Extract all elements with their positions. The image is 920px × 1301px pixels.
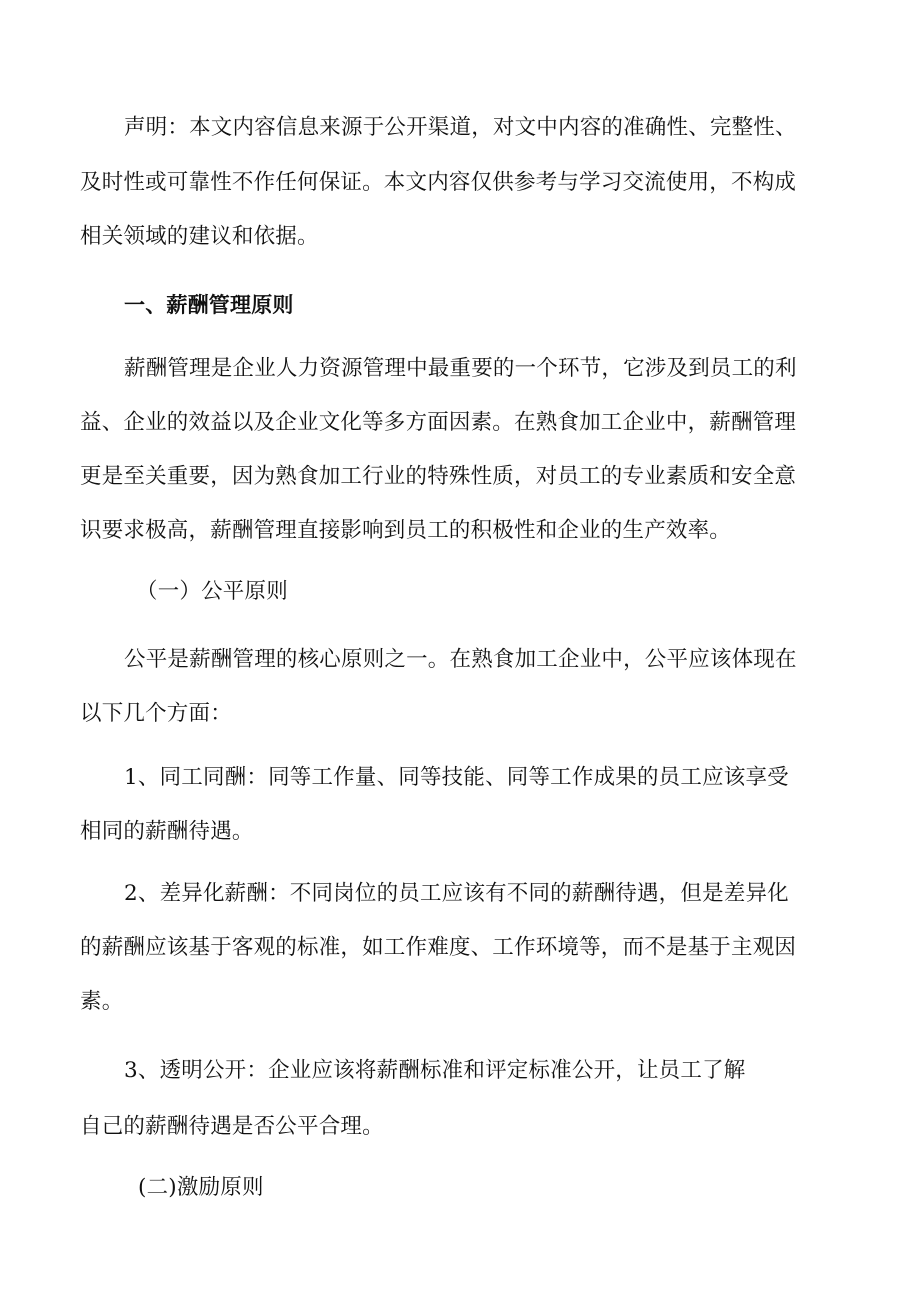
list-item-line: 2、差异化薪酬：不同岗位的员工应该有不同的薪酬待遇，但是差异化 xyxy=(124,881,789,906)
paragraph-line: 益、企业的效益以及企业文化等多方面因素。在熟食加工企业中，薪酬管理 xyxy=(80,410,797,435)
list-item-line: 1、同工同酬：同等工作量、同等技能、同等工作成果的员工应该享受 xyxy=(124,765,789,790)
list-item-line: 的薪酬应该基于客观的标准，如工作难度、工作环境等，而不是基于主观因 xyxy=(80,935,797,960)
paragraph-line: 识要求极高，薪酬管理直接影响到员工的积极性和企业的生产效率。 xyxy=(80,518,732,543)
disclaimer-line-1: 声明：本文内容信息来源于公开渠道，对文中内容的准确性、完整性、 xyxy=(124,115,797,140)
paragraph-line: 公平是薪酬管理的核心原则之一。在熟食加工企业中，公平应该体现在 xyxy=(124,647,797,672)
list-item-line: 自己的薪酬待遇是否公平合理。 xyxy=(80,1114,384,1139)
subsection-heading: （一）公平原则 xyxy=(136,579,288,604)
subsection-heading: (二)激励原则 xyxy=(138,1175,264,1200)
paragraph-line: 更是至关重要，因为熟食加工行业的特殊性质，对员工的专业素质和安全意 xyxy=(80,464,797,489)
list-item-line: 3、透明公开：企业应该将薪酬标准和评定标准公开，让员工了解 xyxy=(124,1058,746,1083)
disclaimer-line-2: 及时性或可靠性不作任何保证。本文内容仅供参考与学习交流使用，不构成 xyxy=(80,170,797,195)
list-item-line: 素。 xyxy=(80,989,124,1014)
paragraph-line: 薪酬管理是企业人力资源管理中最重要的一个环节，它涉及到员工的利 xyxy=(124,356,797,381)
list-item-line: 相同的薪酬待遇。 xyxy=(80,819,254,844)
paragraph-line: 以下几个方面： xyxy=(80,701,232,726)
section-heading: 一、薪酬管理原则 xyxy=(124,293,294,317)
disclaimer-line-3: 相关领域的建议和依据。 xyxy=(80,224,319,249)
